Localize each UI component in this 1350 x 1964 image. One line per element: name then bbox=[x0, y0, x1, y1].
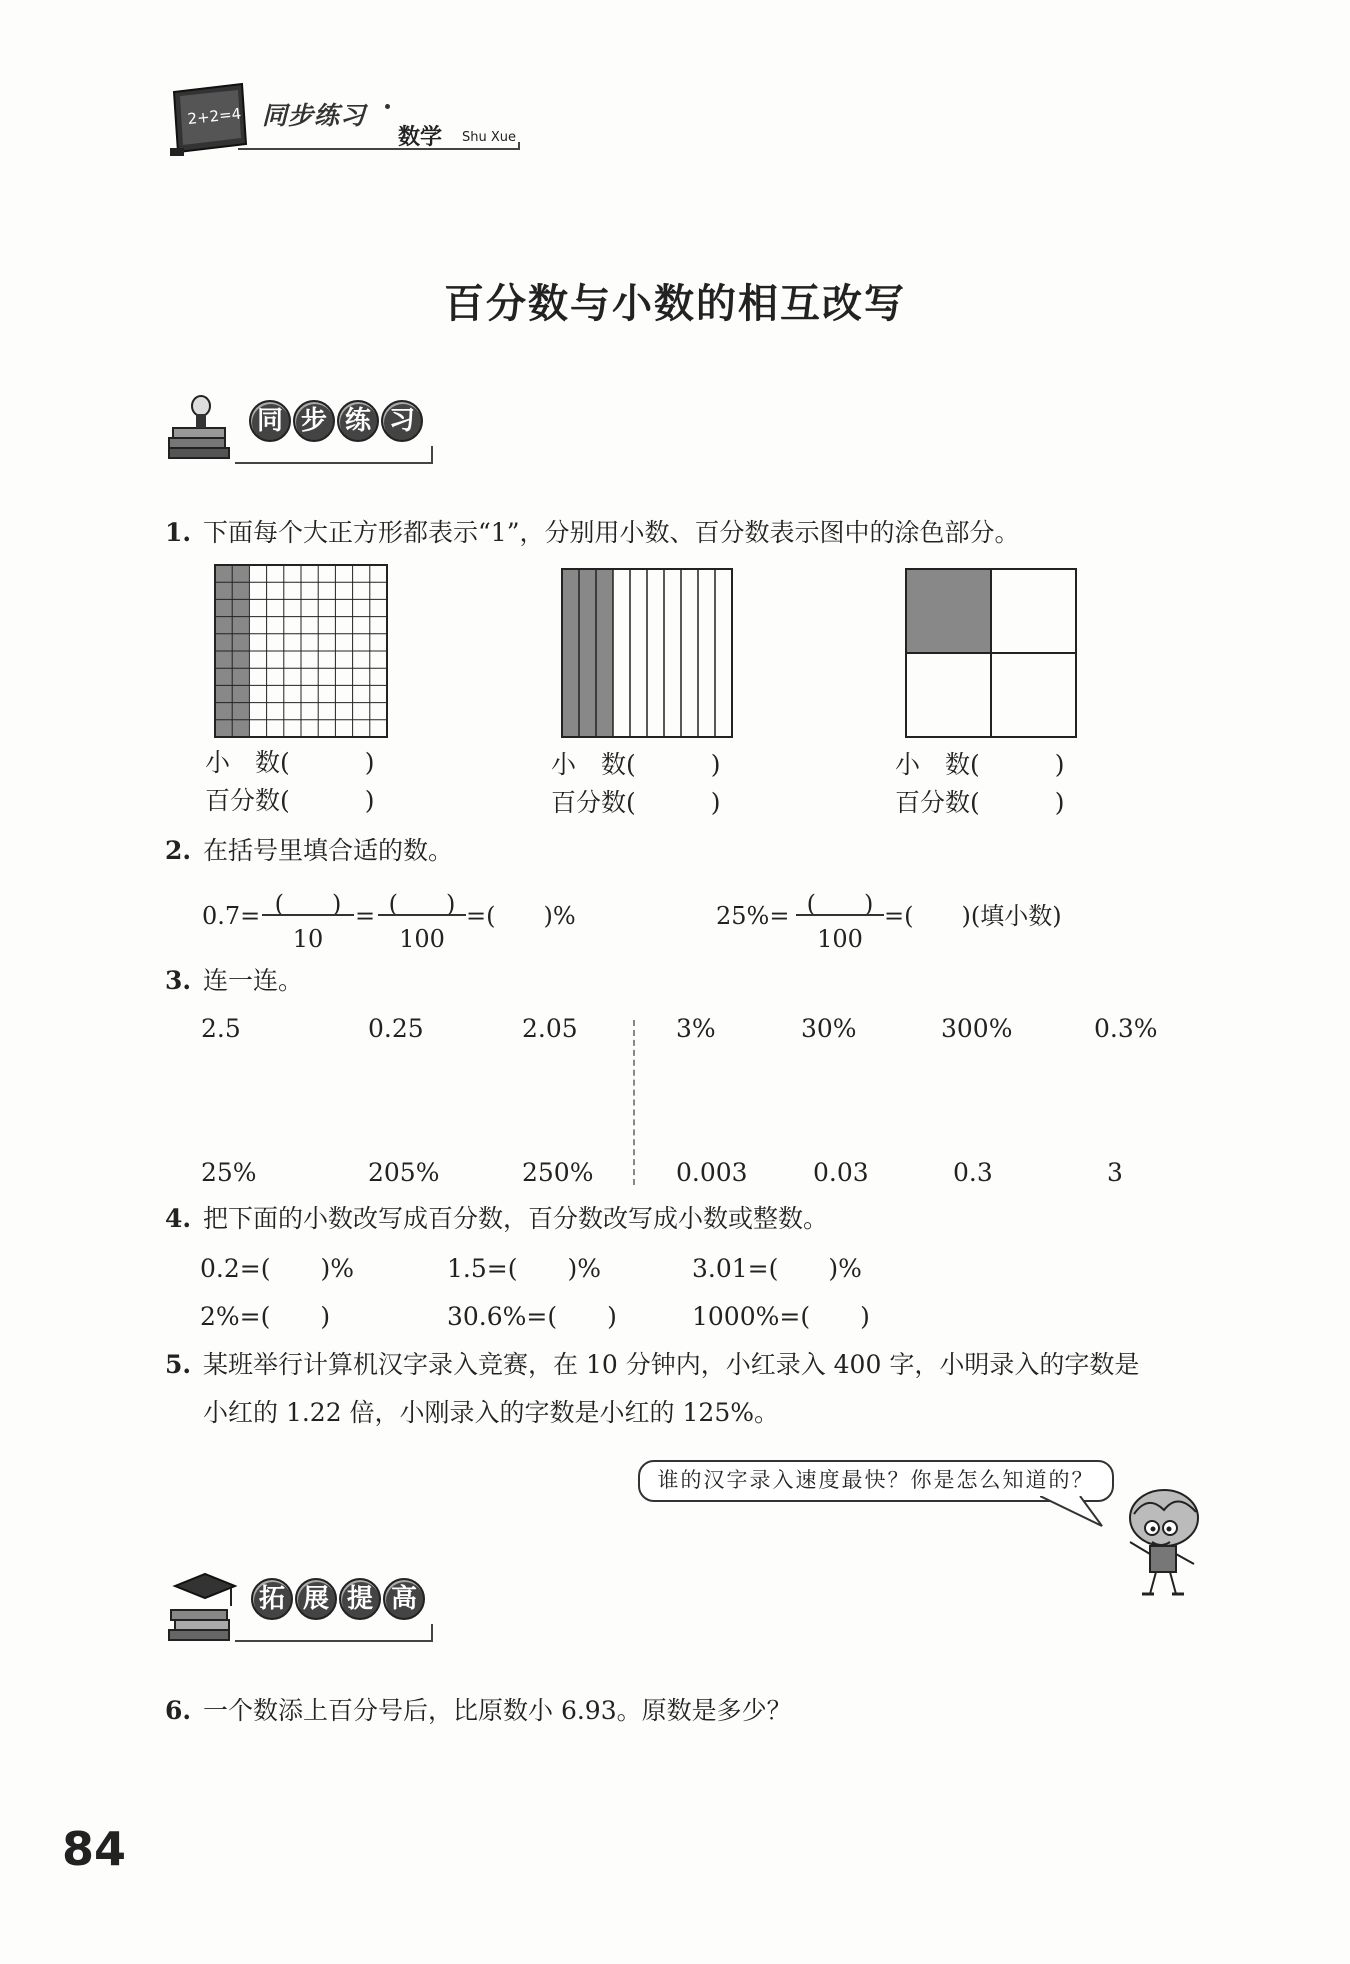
fraction-numerator: ( ) bbox=[388, 890, 456, 918]
match-item-bottom[interactable]: 0.03 bbox=[813, 1158, 869, 1187]
conversion-item: 3.01=( )% bbox=[692, 1254, 862, 1283]
fraction-numerator: ( ) bbox=[274, 890, 342, 918]
fraction-bar bbox=[262, 914, 354, 916]
strips-10-figure bbox=[561, 568, 735, 740]
fraction-denominator: 100 bbox=[399, 925, 445, 953]
section-badge-extension bbox=[165, 1572, 445, 1642]
quarters-figure bbox=[905, 568, 1079, 740]
question-text: 下面每个大正方形都表示“1”，分别用小数、百分数表示图中的涂色部分。 bbox=[203, 518, 1020, 547]
conversion-item: 1000%=( ) bbox=[692, 1302, 870, 1331]
equation-start: 0.7= bbox=[202, 902, 261, 930]
question-number: 2. bbox=[165, 836, 192, 865]
board-text: 2+2=4 bbox=[186, 104, 243, 129]
match-item-top[interactable]: 0.3% bbox=[1094, 1014, 1158, 1043]
question-text: 某班举行计算机汉字录入竞赛，在 10 分钟内，小红录入 400 字，小明录入的字数是 bbox=[203, 1350, 1140, 1379]
books-lamp-icon bbox=[165, 394, 235, 464]
decimal-answer: 小 数( ) bbox=[205, 748, 375, 777]
badge-char: 同 bbox=[249, 400, 291, 442]
question-text: 把下面的小数改写成百分数，百分数改写成小数或整数。 bbox=[203, 1204, 829, 1233]
equals-sign: = bbox=[355, 902, 376, 930]
subject-pinyin: Shu Xue bbox=[462, 130, 517, 145]
badge-char: 练 bbox=[337, 400, 379, 442]
header-rule bbox=[238, 142, 520, 150]
question-number: 4. bbox=[165, 1204, 192, 1233]
badge-char: 展 bbox=[295, 1578, 337, 1620]
match-item-top[interactable]: 3% bbox=[676, 1014, 716, 1043]
speech-bubble: 谁的汉字录入速度最快？你是怎么知道的？ bbox=[638, 1460, 1114, 1502]
cabbage-mascot-icon bbox=[1112, 1484, 1204, 1600]
page-number: 84 bbox=[62, 1822, 127, 1876]
series-title: 同步练习 bbox=[262, 101, 367, 130]
match-item-bottom[interactable]: 250% bbox=[522, 1158, 594, 1187]
match-item-bottom[interactable]: 3 bbox=[1107, 1158, 1123, 1187]
question-number: 5. bbox=[165, 1350, 192, 1379]
conversion-item: 1.5=( )% bbox=[447, 1254, 601, 1283]
percent-answer: 百分数( ) bbox=[895, 788, 1065, 817]
badge-char: 习 bbox=[381, 400, 423, 442]
fraction-numerator: ( ) bbox=[806, 890, 874, 918]
badge-char: 步 bbox=[293, 400, 335, 442]
badge-rule bbox=[235, 1624, 433, 1642]
match-item-top[interactable]: 2.5 bbox=[201, 1014, 241, 1043]
question-text: 连一连。 bbox=[203, 966, 304, 995]
question-number: 1. bbox=[165, 518, 192, 547]
question-number: 3. bbox=[165, 966, 192, 995]
bubble-tail bbox=[1040, 1496, 1110, 1530]
shaded-area bbox=[562, 569, 613, 737]
match-item-bottom[interactable]: 205% bbox=[368, 1158, 440, 1187]
conversion-item: 30.6%=( ) bbox=[447, 1302, 617, 1331]
match-item-top[interactable]: 30% bbox=[801, 1014, 857, 1043]
shaded-area bbox=[906, 569, 991, 653]
equation-start: 25%= bbox=[716, 902, 790, 930]
fraction-bar bbox=[796, 914, 884, 916]
subject-label: 数学 bbox=[398, 125, 443, 150]
badge-char: 提 bbox=[339, 1578, 381, 1620]
question-number: 6. bbox=[165, 1696, 192, 1725]
fraction-bar bbox=[378, 914, 466, 916]
fraction-tenths bbox=[262, 884, 354, 953]
equation-end: =( )(填小数) bbox=[884, 902, 1062, 930]
fraction-denominator: 10 bbox=[292, 925, 324, 953]
match-item-top[interactable]: 300% bbox=[941, 1014, 1013, 1043]
books-cap-icon bbox=[165, 1572, 237, 1646]
page-title: 百分数与小数的相互改写 bbox=[444, 280, 906, 327]
percent-answer: 百分数( ) bbox=[551, 788, 721, 817]
divider-dashed bbox=[633, 1020, 635, 1185]
decimal-answer: 小 数( ) bbox=[551, 750, 721, 779]
badge-char: 拓 bbox=[251, 1578, 293, 1620]
grid-100-figure bbox=[214, 564, 390, 740]
match-item-top[interactable]: 2.05 bbox=[522, 1014, 578, 1043]
match-item-bottom[interactable]: 25% bbox=[201, 1158, 257, 1187]
badge-rule bbox=[235, 446, 433, 464]
question-text: 在括号里填合适的数。 bbox=[203, 836, 454, 865]
match-item-top[interactable]: 0.25 bbox=[368, 1014, 424, 1043]
fraction-hundredths bbox=[378, 884, 466, 953]
header-dot bbox=[385, 104, 390, 109]
decimal-answer: 小 数( ) bbox=[895, 750, 1065, 779]
conversion-item: 0.2=( )% bbox=[200, 1254, 354, 1283]
badge-char: 高 bbox=[383, 1578, 425, 1620]
question-text: 一个数添上百分号后，比原数小 6.93。原数是多少？ bbox=[203, 1696, 792, 1725]
match-item-bottom[interactable]: 0.003 bbox=[676, 1158, 748, 1187]
question-text: 小红的 1.22 倍，小刚录入的字数是小红的 125%。 bbox=[203, 1398, 779, 1427]
fraction-denominator: 100 bbox=[817, 925, 863, 953]
conversion-item: 2%=( ) bbox=[200, 1302, 331, 1331]
section-badge-practice bbox=[165, 394, 445, 464]
percent-answer: 百分数( ) bbox=[205, 786, 375, 815]
match-item-bottom[interactable]: 0.3 bbox=[953, 1158, 993, 1187]
equation-end: =( )% bbox=[466, 902, 576, 930]
fraction-hundredths bbox=[796, 884, 884, 953]
